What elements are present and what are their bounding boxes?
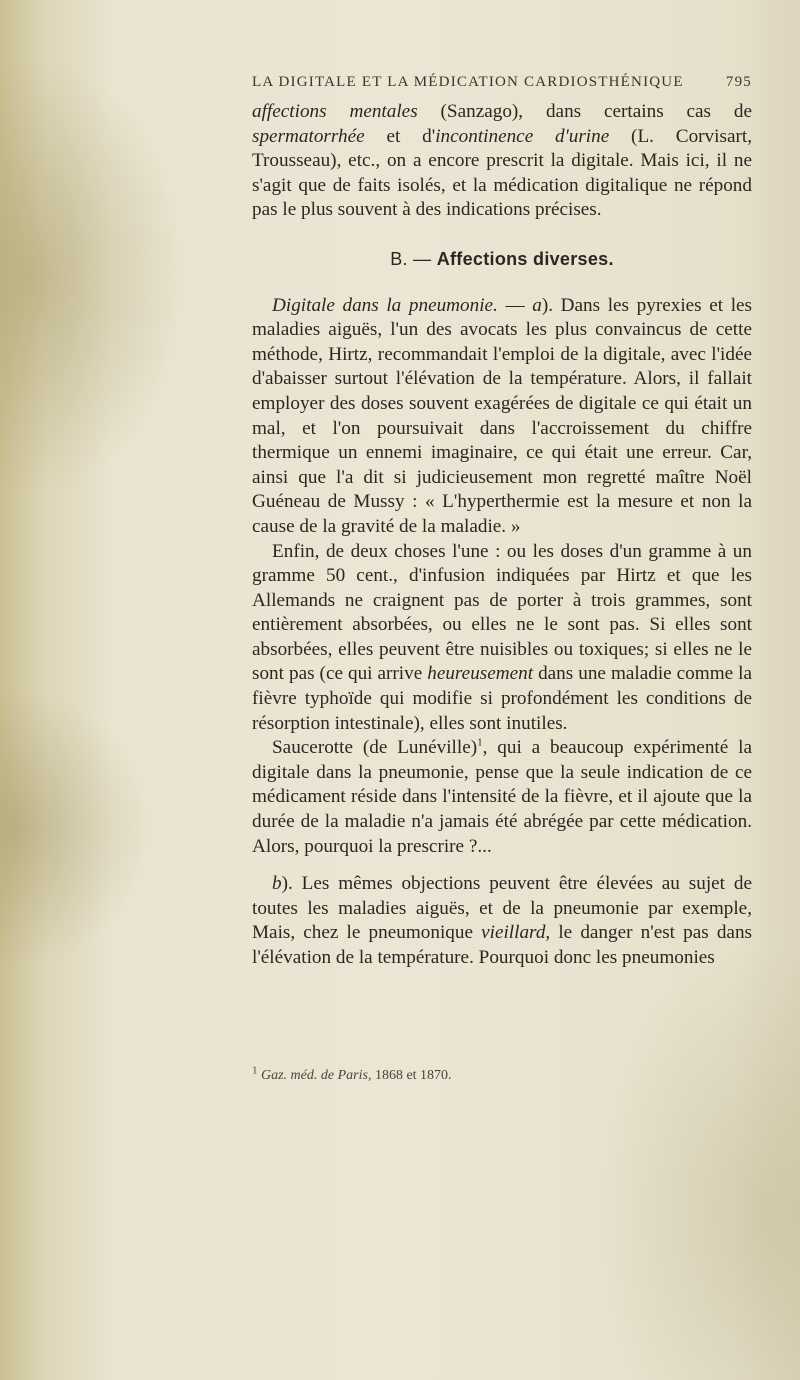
text-run: , qui a beaucoup expérimenté la digitale dans la pneumonie, pense que la seule indication de ce médicament réside dans l'intensité de la fièvre, et il ajoute que la durée de la maladie n'a jamais été abrégée par cette médication. Alors, pourquoi la prescrire ?...: [252, 737, 752, 857]
text-run: (L. Corvisart, Trousseau), etc., on a encore prescrit la digitale. Mais ici, il ne s'agit que de faits isolés, et la médication digitalique ne répond pas le plus souvent à des indications précises.: [252, 125, 752, 221]
paragraph-1: [252, 100, 752, 223]
section-label: B. —: [390, 248, 437, 269]
text-run: et d': [364, 125, 436, 147]
running-head-title: LA DIGITALE ET LA MÉDICATION CARDIOSTHÉNIQUE: [252, 74, 684, 90]
text-run: (Sanzago), dans certains cas de: [417, 101, 752, 122]
text-run: , le danger n'est pas dans l'élévation de la température. Pourquoi donc les pneumonies: [252, 922, 752, 968]
text-run: ). Dans les pyrexies et les maladies aiguës, l'un des avocats les plus convaincus de cette méthode, Hirtz, recommandait l'emploi de la digitale, avec l'idée d'abaisser surtout l'élévation de la température. Alors, il fallait employer des doses souvent exagérées de digitale ce qui était un mal, et l'on poursuivait dans l'accroissement du chiffre thermique un ennemi imaginaire, ce qui était une erreur. Car, ainsi que l'a dit si judicieusement mon regretté maître Noël Guéneau de Mussy : « L'hyperthermie est la mesure et non la cause de la gravité de la maladie. »: [252, 294, 753, 537]
text-run: Saucerotte (de Lunéville): [272, 737, 478, 759]
text-run: Enfin, de deux choses l'une : ou les doses d'un gramme à un gramme 50 cent., d'infusion indiquées par Hirtz et que les Allemands ne craignent pas de porter à trois grammes, sont entièrement absorbées, ou elles ne le sont pas. Si elles sont absorbées, elles peuvent être nuisibles ou toxiques; si elles ne le sont pas (ce qui arrive: [252, 540, 752, 685]
paragraph-5: [252, 872, 752, 970]
section-title: Affections diverses.: [436, 248, 614, 269]
italic-letter: b: [272, 873, 282, 895]
paragraph-2: [252, 294, 752, 540]
paragraph-4: [252, 736, 752, 859]
italic-term: affections mentales: [252, 101, 418, 122]
text-run: ). Les mêmes objections peuvent être élevées au sujet de toutes les maladies aiguës, et de la pneumonie par exemple, Mais, chez le pneumonique: [252, 873, 752, 944]
italic-term: heureusement: [427, 663, 534, 685]
italic-subheading: Digitale dans la pneumonie.: [272, 294, 498, 316]
text-run: —: [497, 294, 533, 316]
footnote-text: , 1868 et 1870.: [367, 1068, 452, 1083]
page-number: 795: [725, 74, 752, 90]
footnote-marker: 1: [252, 1064, 258, 1077]
footnote-source: Gaz. méd. de Paris: [261, 1068, 368, 1083]
italic-letter: a: [532, 294, 542, 316]
paragraph-3: [252, 540, 752, 737]
body-text: [252, 100, 752, 971]
footnote-reference: 1: [477, 736, 483, 749]
footnote: [252, 1064, 752, 1084]
text-run: dans une maladie comme la fièvre typhoïde qui modifie si profondément les conditions de résorption intestinale), elles sont inutiles.: [252, 663, 752, 734]
italic-term: vieillard: [481, 922, 546, 944]
section-heading: [252, 247, 752, 272]
italic-term: incontinence d'urine: [435, 125, 610, 147]
running-head: [252, 74, 752, 96]
italic-term: spermatorrhée: [252, 125, 365, 147]
